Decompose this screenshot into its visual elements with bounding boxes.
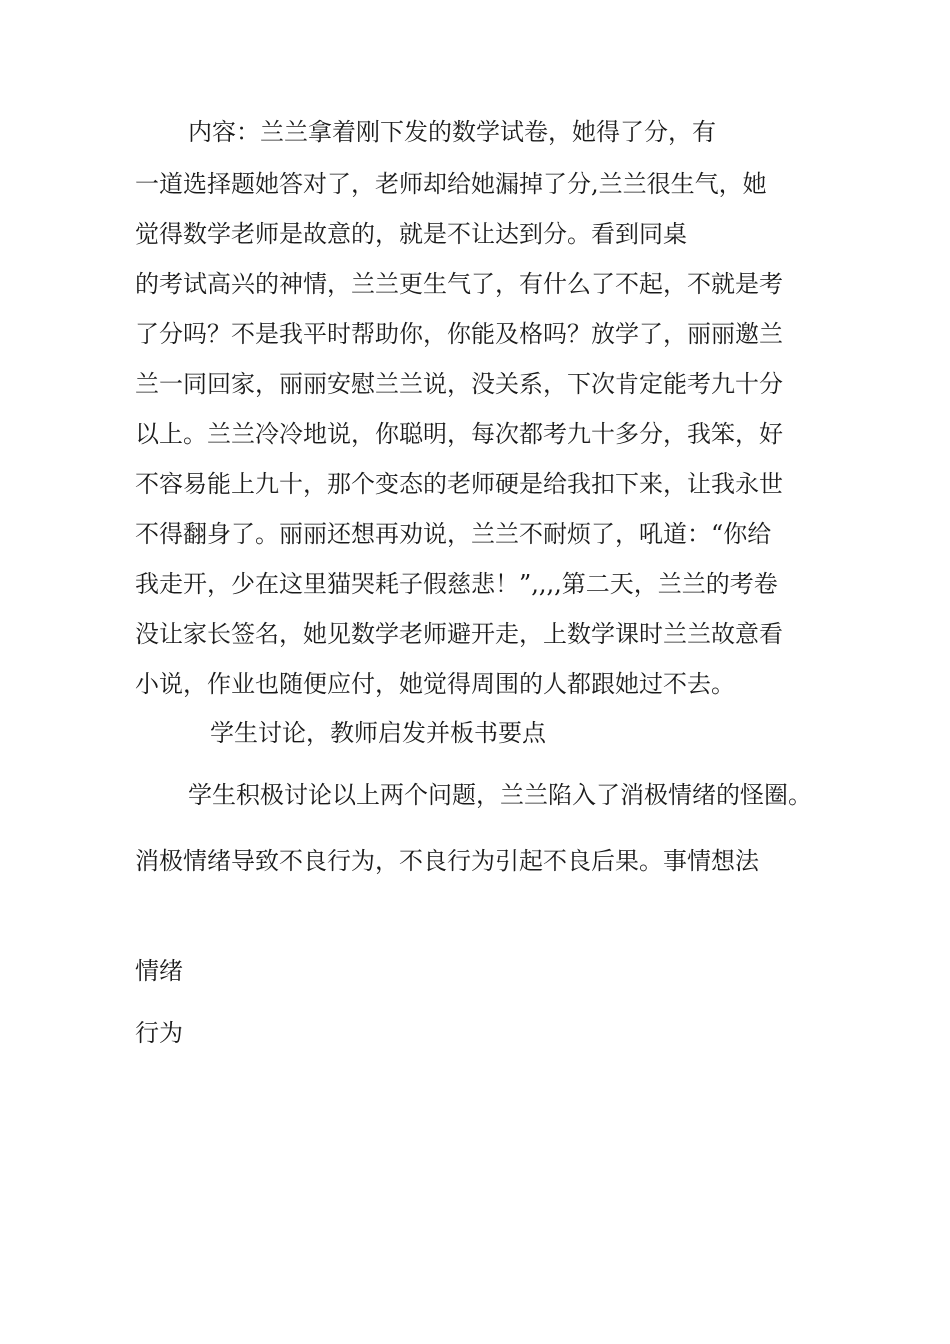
story-line-12: 小说，作业也随便应付，她觉得周围的人都跟她过不去。 [135,670,735,698]
story-line-1: 内容：兰兰拿着刚下发的数学试卷，她得了分，有 [188,118,716,146]
story-line-10: 我走开，少在这里猫哭耗子假慈悲！”,,,,第二天，兰兰的考卷 [135,570,778,598]
label-emotion: 情绪 [135,957,183,985]
discussion-paragraph-line-1: 学生积极讨论以上两个问题，兰兰陷入了消极情绪的怪圈。 [188,781,812,809]
discussion-paragraph-line-2: 消极情绪导致不良行为，不良行为引起不良后果。事情想法 [135,847,759,875]
story-line-6: 兰一同回家，丽丽安慰兰兰说，没关系，下次肯定能考九十分 [135,370,783,398]
discussion-heading: 学生讨论，教师启发并板书要点 [210,719,546,747]
story-line-3: 觉得数学老师是故意的，就是不让达到分。看到同桌 [135,220,687,248]
story-line-5: 了分吗？不是我平时帮助你，你能及格吗？放学了，丽丽邀兰 [135,320,783,348]
story-line-4: 的考试高兴的神情，兰兰更生气了，有什么了不起，不就是考 [135,270,783,298]
story-line-7: 以上。兰兰冷冷地说，你聪明，每次都考九十多分，我笨，好 [135,420,783,448]
story-line-2: 一道选择题她答对了，老师却给她漏掉了分,兰兰很生气，她 [135,170,767,198]
story-line-8: 不容易能上九十，那个变态的老师硬是给我扣下来，让我永世 [135,470,783,498]
story-line-11: 没让家长签名，她见数学老师避开走，上数学课时兰兰故意看 [135,620,783,648]
label-behavior: 行为 [135,1019,183,1047]
story-line-9: 不得翻身了。丽丽还想再劝说，兰兰不耐烦了，吼道：“你给 [135,520,772,548]
